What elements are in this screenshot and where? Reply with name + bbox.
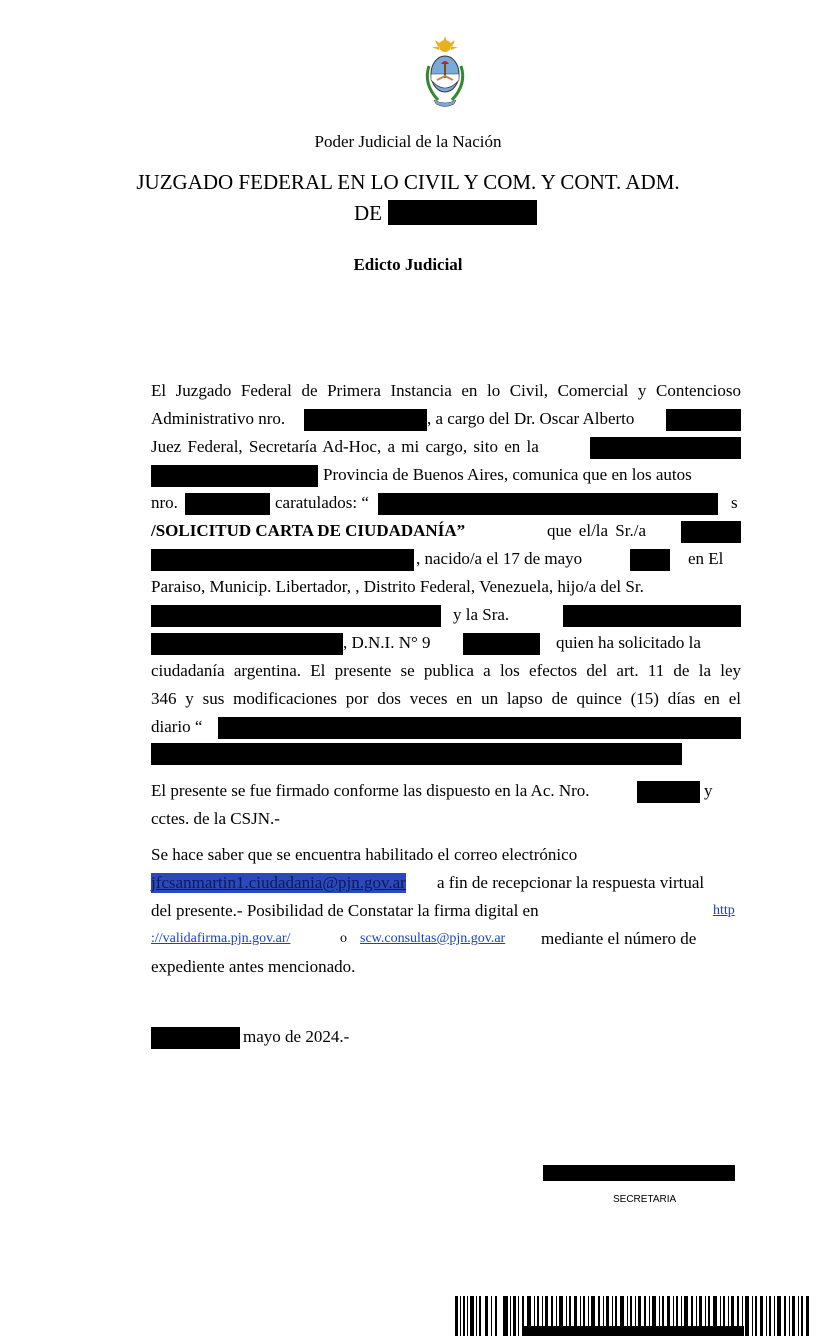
body-line-2b: , a cargo del Dr. Oscar Alberto [427, 409, 635, 428]
body-line-8: Paraiso, Municip. Libertador, , Distrito Federal, Venezuela, hijo/a del Sr. [151, 577, 644, 596]
body-line-13: diario “ [151, 717, 203, 736]
redaction-block [590, 437, 741, 459]
redaction-block [185, 493, 270, 515]
validafirma-link-part2[interactable]: ://validafirma.pjn.gov.ar/ [151, 931, 291, 946]
validafirma-link-part1[interactable]: http [713, 903, 735, 918]
body-line-12: 346 y sus modificaciones por dos veces en un lapso de quince (15) días en el [151, 689, 741, 708]
redaction-block [666, 409, 741, 431]
body-line-5b: caratulados: “ [275, 493, 369, 512]
notice-separator: o [340, 931, 347, 946]
body-line-5c: s [731, 493, 738, 512]
redaction-block [218, 717, 741, 739]
notice-line-3: del presente.- Posibilidad de Constatar la firma digital en [151, 901, 539, 920]
redaction-block [563, 605, 741, 627]
body-line-9: y la Sra. [453, 605, 510, 624]
body-line-1: El Juzgado Federal de Primera Instancia en lo Civil, Comercial y Contencioso [151, 381, 741, 400]
body-line-10b: quien ha solicitado la [556, 633, 701, 652]
body-line-5a: nro. [151, 493, 178, 512]
notice-line-2: a fin de recepcionar la respuesta virtual [437, 873, 705, 892]
signature-role: SECRETARIA [613, 1194, 677, 1205]
notice-line-5: expediente antes mencionado. [151, 957, 356, 976]
redaction-block [463, 633, 540, 655]
body-line-3: Juez Federal, Secretaría Ad-Hoc, a mi cargo, sito en la [151, 437, 539, 456]
body-line-6a: /SOLICITUD CARTA DE CIUDADANÍA” [151, 521, 466, 540]
consultas-email-link[interactable]: scw.consultas@pjn.gov.ar [360, 931, 506, 946]
notice-line-1: Se hace saber que se encuentra habilitado el correo electrónico [151, 845, 578, 864]
redaction-block [151, 549, 414, 571]
redaction-block [388, 200, 537, 225]
signed-line-2: cctes. de la CSJN.- [151, 809, 280, 828]
redaction-block [637, 781, 700, 803]
body-line-11: ciudadanía argentina. El presente se publica a los efectos del art. 11 de la ley [151, 661, 741, 680]
redaction-block [151, 633, 343, 655]
redaction-block [151, 1027, 240, 1049]
redaction-block [630, 549, 670, 571]
body-line-2a: Administrativo nro. [151, 409, 286, 428]
signature-redaction [543, 1165, 735, 1181]
redaction-block [378, 493, 718, 515]
date-line: mayo de 2024.- [243, 1027, 350, 1046]
body-line-7b: en El [688, 549, 724, 568]
court-name: JUZGADO FEDERAL EN LO CIVIL Y COM. Y CONT. ADM. [136, 170, 680, 194]
body-line-4: Provincia de Buenos Aires, comunica que en los autos [323, 465, 692, 484]
redaction-block [304, 409, 427, 431]
redaction-block [151, 465, 318, 487]
email-link[interactable]: jfcsanmartin1.ciudadania@pjn.gov.ar [151, 873, 406, 892]
notice-line-4: mediante el número de [541, 929, 697, 948]
court-name-de: DE [354, 201, 382, 225]
signed-line-1: El presente se fue firmado conforme las dispuesto en la Ac. Nro. [151, 781, 590, 800]
coat-of-arms-icon [420, 36, 470, 110]
redaction-block [151, 605, 441, 627]
body-line-6b: que el/la Sr./a [547, 521, 647, 540]
barcode-icon [455, 1296, 811, 1336]
body-line-7a: , nacido/a el 17 de mayo [416, 549, 583, 568]
signed-line-1b: y [704, 781, 713, 800]
document-title: Edicto Judicial [353, 255, 463, 274]
redaction-block [681, 521, 741, 543]
institution-name: Poder Judicial de la Nación [314, 132, 502, 151]
redaction-block [151, 743, 682, 765]
body-line-10a: , D.N.I. N° 9 [343, 633, 431, 652]
